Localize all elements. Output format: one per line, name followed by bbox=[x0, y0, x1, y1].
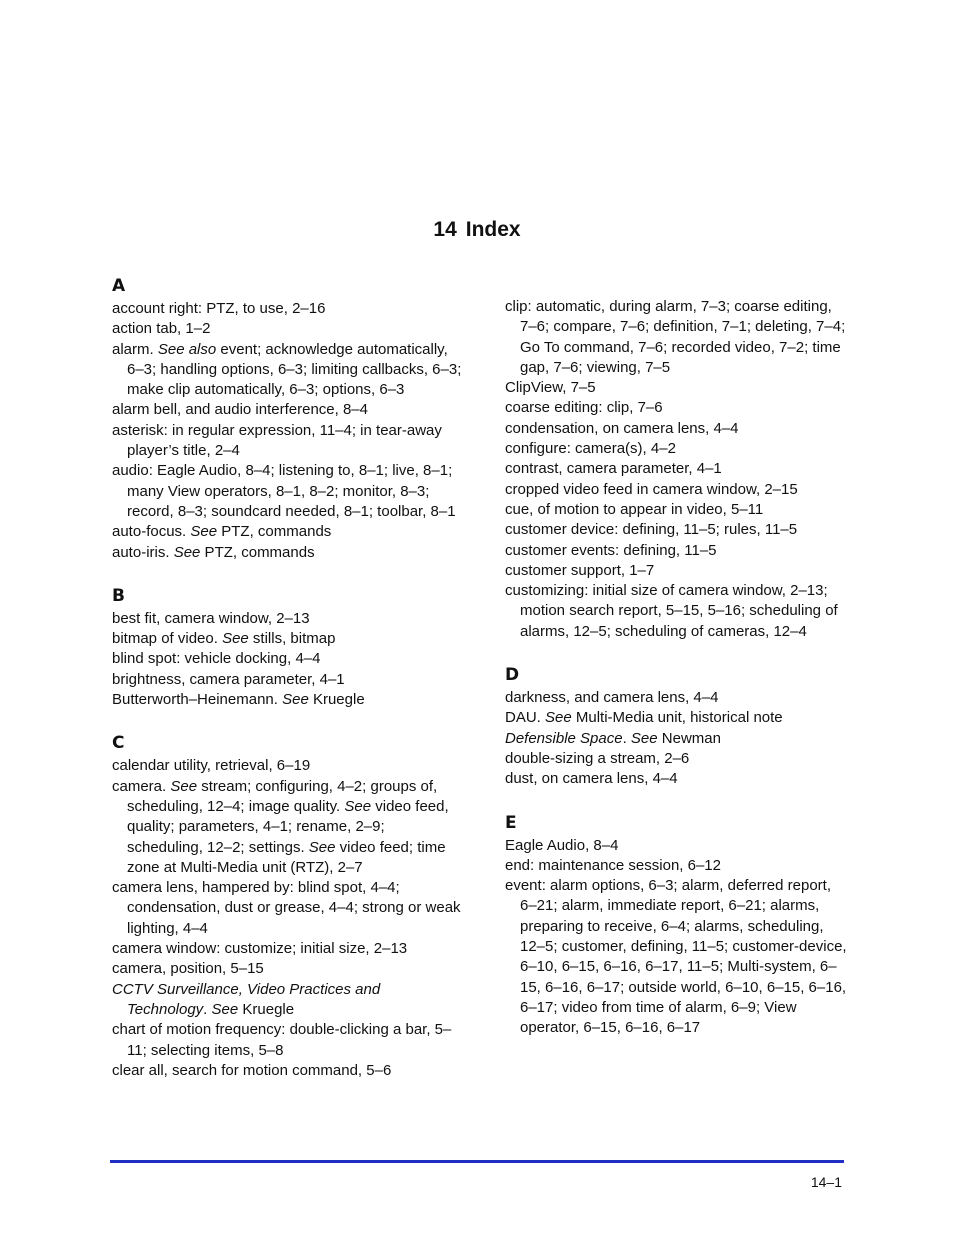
index-entry: customizing: initial size of camera window, 2–13; motion search report, 5–15, 5–16; scheduling of alarms, 12–5; scheduling of cameras, 12–4 bbox=[505, 582, 838, 640]
index-entry: auto-focus. See PTZ, commands bbox=[112, 523, 332, 541]
section-letter: B bbox=[112, 585, 125, 606]
footer-rule bbox=[110, 1160, 844, 1163]
index-entry: contrast, camera parameter, 4–1 bbox=[505, 460, 722, 478]
index-entry: camera lens, hampered by: blind spot, 4–4; condensation, dust or grease, 4–4; strong or weak lighting, 4–4 bbox=[112, 879, 461, 937]
chapter-title: Index bbox=[465, 218, 521, 241]
section-letter: D bbox=[505, 665, 520, 686]
index-entry: chart of motion frequency: double-clicking a bar, 5–11; selecting items, 5–8 bbox=[112, 1021, 452, 1059]
index-entry: dust, on camera lens, 4–4 bbox=[505, 770, 678, 788]
index-entry: configure: camera(s), 4–2 bbox=[505, 440, 676, 458]
index-entry: event: alarm options, 6–3; alarm, deferred report, 6–21; alarm, immediate report, 6–21; alarms, preparing to receive, 6–4; alarms, scheduling, 12–5; customer, defining, 11–5; customer-device, 6–10, 6–15, 6–16, 6–17, 11–5; Multi-system, 6–15, 6–16, 6–17; outside world, 6–10, 6–15, 6–16, 6–17; video from time of alarm, 6–9; View operator, 6–15, 6–16, 6–17 bbox=[505, 877, 847, 1037]
index-entry: auto-iris. See PTZ, commands bbox=[112, 543, 315, 561]
index-entry: Butterworth–Heinemann. See Kruegle bbox=[112, 691, 365, 709]
index-entry: alarm bell, and audio interference, 8–4 bbox=[112, 401, 368, 419]
page-title bbox=[0, 218, 954, 242]
index-section-c-continued bbox=[505, 297, 850, 642]
index-entry: camera, position, 5–15 bbox=[112, 960, 264, 978]
page-number: 14–1 bbox=[810, 1174, 842, 1190]
index-entry: alarm. See also event; acknowledge automatically, 6–3; handling options, 6–3; limiting callbacks, 6–3; make clip automatically, 6–3; options, 6–3 bbox=[112, 340, 462, 399]
index-entry: account right: PTZ, to use, 2–16 bbox=[112, 300, 326, 317]
index-entry: action tab, 1–2 bbox=[112, 320, 211, 338]
index-entry: customer support, 1–7 bbox=[505, 561, 655, 579]
index-entry: brightness, camera parameter, 4–1 bbox=[112, 670, 345, 688]
index-entry: audio: Eagle Audio, 8–4; listening to, 8–1; live, 8–1; many View operators, 8–1, 8–2; monitor, 8–3; record, 8–3; soundcard needed, 8–1; toolbar, 8–1 bbox=[112, 462, 456, 520]
index-entry: double-sizing a stream, 2–6 bbox=[505, 749, 690, 767]
index-column-left bbox=[112, 275, 462, 1081]
index-entry: camera. See stream; configuring, 4–2; groups of, scheduling, 12–4; image quality. See video feed, quality; parameters, 4–1; rename, 2–9; scheduling, 12–2; settings. See video feed; time zone at Multi-Media unit (RTZ), 2–7 bbox=[112, 777, 449, 876]
index-section-c bbox=[112, 732, 462, 1081]
index-entry: condensation, on camera lens, 4–4 bbox=[505, 419, 739, 437]
index-entry: asterisk: in regular expression, 11–4; in tear-away player’s title, 2–4 bbox=[112, 421, 442, 460]
index-entry: cue, of motion to appear in video, 5–11 bbox=[505, 500, 764, 518]
index-section-e bbox=[505, 812, 850, 1039]
index-entry: calendar utility, retrieval, 6–19 bbox=[112, 757, 311, 775]
index-entry: customer events: defining, 11–5 bbox=[505, 541, 717, 559]
index-entry: darkness, and camera lens, 4–4 bbox=[505, 689, 719, 707]
section-letter: E bbox=[505, 812, 517, 833]
index-entry: customer device: defining, 11–5; rules, 11–5 bbox=[505, 521, 798, 539]
index-entry: Eagle Audio, 8–4 bbox=[505, 836, 619, 854]
index-entry: best fit, camera window, 2–13 bbox=[112, 609, 310, 627]
index-entry: camera window: customize; initial size, 2–13 bbox=[112, 940, 408, 958]
chapter-number: 14 bbox=[433, 218, 457, 241]
index-entry: CCTV Surveillance, Video Practices and Technology. See Kruegle bbox=[112, 980, 381, 1018]
section-letter: C bbox=[112, 733, 125, 754]
index-entry: blind spot: vehicle docking, 4–4 bbox=[112, 650, 321, 668]
index-entry: cropped video feed in camera window, 2–15 bbox=[505, 480, 798, 498]
index-section-a bbox=[112, 275, 462, 563]
index-entry: Defensible Space. See Newman bbox=[505, 729, 721, 747]
index-entry: DAU. See Multi-Media unit, historical note bbox=[505, 709, 783, 727]
index-entry: coarse editing: clip, 7–6 bbox=[505, 399, 663, 417]
index-entry: ClipView, 7–5 bbox=[505, 379, 596, 397]
index-entry: end: maintenance session, 6–12 bbox=[505, 856, 721, 874]
index-entry: bitmap of video. See stills, bitmap bbox=[112, 630, 336, 648]
index-entry: clear all, search for motion command, 5–6 bbox=[112, 1061, 392, 1079]
section-letter: A bbox=[112, 276, 126, 296]
index-column-right bbox=[505, 275, 850, 1039]
index-section-b bbox=[112, 585, 462, 710]
index-entry: clip: automatic, during alarm, 7–3; coarse editing, 7–6; compare, 7–6; definition, 7–1; deleting, 7–4; Go To command, 7–6; recorded video, 7–2; time gap, 7–6; viewing, 7–5 bbox=[505, 298, 846, 376]
index-section-d bbox=[505, 664, 850, 789]
